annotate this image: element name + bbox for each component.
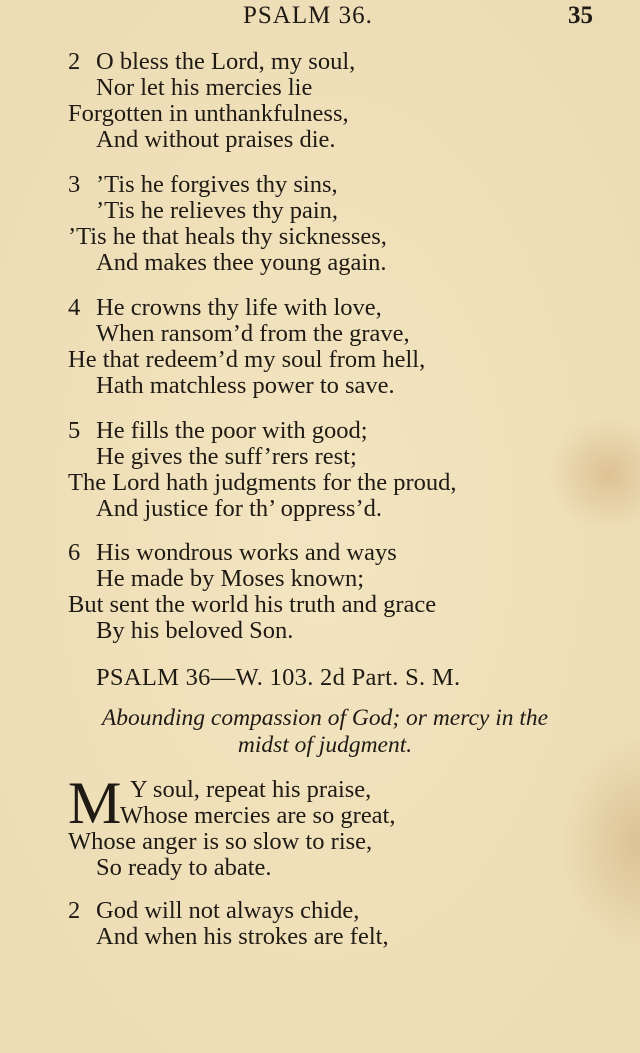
verse-line: Nor let his mercies lie	[96, 74, 313, 101]
stanza-number: 3	[68, 171, 81, 198]
stanza-6	[68, 540, 608, 644]
verse-line: And justice for th’ oppress’d.	[96, 495, 382, 522]
stanza-2b	[68, 898, 608, 950]
verse-line: 3 ’Tis he forgives thy sins,	[68, 171, 338, 198]
verse-line: He that redeem’d my soul from hell,	[68, 346, 426, 373]
stanza-number: 2	[68, 897, 81, 924]
stanza-number: 5	[68, 417, 81, 444]
subheading-line: midst of judgment.	[237, 732, 413, 758]
verse-line: He gives the suff’rers rest;	[96, 443, 357, 470]
section-heading: PSALM 36—W. 103. 2d Part. S. M.	[96, 664, 461, 691]
verse-line: 2 God will not always chide,	[68, 897, 360, 924]
verse-line: 4 He crowns thy life with love,	[68, 294, 382, 321]
verse-line: But sent the world his truth and grace	[68, 591, 437, 618]
drop-cap: M	[68, 770, 122, 836]
verse-line: And when his strokes are felt,	[96, 923, 389, 950]
verse-line: ’Tis he relieves thy pain,	[96, 197, 339, 224]
verse-line: So ready to abate.	[96, 854, 272, 881]
verse-line: Y soul, repeat his praise,	[130, 776, 372, 803]
verse-line: 5 He fills the poor with good;	[68, 417, 368, 444]
verse-line: Forgotten in unthankfulness,	[68, 100, 349, 127]
verse-line: 2 O bless the Lord, my soul,	[68, 48, 356, 75]
stanza-3	[68, 172, 608, 276]
stanza-5	[68, 418, 608, 522]
subheading-line: Abounding compassion of God; or mercy in the	[101, 705, 549, 731]
stanza-1	[68, 770, 608, 881]
stanza-4	[68, 295, 608, 399]
page-number: 35	[568, 2, 593, 29]
verse-line: And makes thee young again.	[96, 249, 387, 276]
stanza-2	[68, 49, 608, 153]
stanza-number: 6	[68, 539, 81, 566]
verse-line: The Lord hath judgments for the proud,	[68, 469, 457, 496]
verse-line: Whose anger is so slow to rise,	[68, 828, 373, 855]
stanza-number: 4	[68, 294, 81, 321]
section-subheading	[40, 705, 610, 759]
verse-line: 6 His wondrous works and ways	[68, 539, 397, 566]
stanza-number: 2	[68, 48, 81, 75]
running-head: PSALM 36.	[243, 2, 373, 29]
verse-line: Hath matchless power to save.	[96, 372, 395, 399]
verse-line: ’Tis he that heals thy sicknesses,	[68, 223, 387, 250]
verse-line: Whose mercies are so great,	[120, 802, 396, 829]
verse-line: When ransom’d from the grave,	[96, 320, 410, 347]
verse-line: He made by Moses known;	[96, 565, 365, 592]
verse-line: And without praises die.	[96, 126, 336, 153]
page-header	[0, 2, 640, 32]
verse-line: By his beloved Son.	[96, 617, 294, 644]
